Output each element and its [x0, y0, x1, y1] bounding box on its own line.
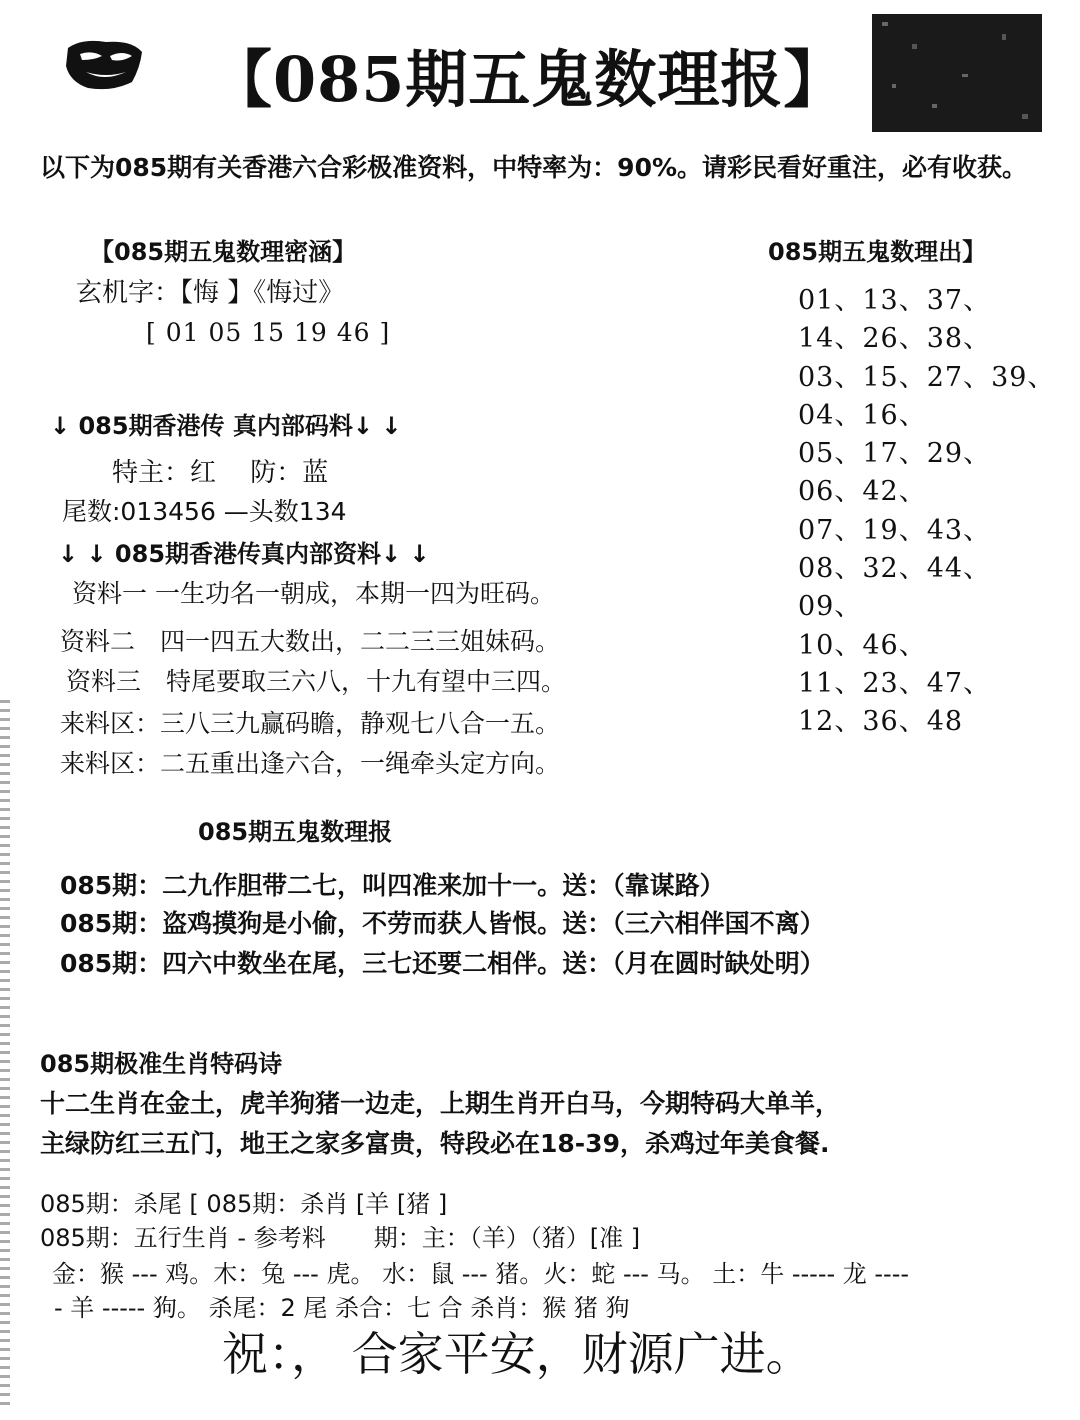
mystery-heading: 【085期五鬼数理密涵】 [90, 238, 357, 266]
five-elements-line: 085期：五行生肖 - 参考料 期：主：（羊）（猪）[准 ] [40, 1224, 641, 1252]
elements-mapping-line: 金：猴 --- 鸡。木：兔 --- 虎。 水：鼠 --- 猪。火：蛇 --- 马。 土：牛 ----- 龙 ---- [52, 1260, 910, 1288]
data-line-1: 资料一 一生功名一朝成，本期一四为旺码。 [72, 579, 555, 608]
page-title: 【085期五鬼数理报】 [210, 43, 847, 116]
blessing: 祝：， 合家平安，财源广进。 [222, 1327, 812, 1381]
number-row: 14、26、38、 [798, 323, 992, 355]
poem-heading: 085期极准生肖特码诗 [40, 1050, 283, 1078]
main-color: 特主：红 防：蓝 [112, 458, 329, 488]
kill-line: 085期：杀尾 [ 085期：杀肖 [羊 [猪 ] [40, 1190, 448, 1218]
qr-code-icon [872, 14, 1042, 132]
number-row: 05、17、29、 [798, 438, 992, 470]
number-row: 04、16、 [798, 399, 927, 431]
mystery-numbers: [ 01 05 15 19 46 ] [146, 318, 391, 347]
numbers-heading: 085期五鬼数理出】 [768, 238, 987, 266]
report-line-2: 085期：盗鸡摸狗是小偷，不劳而获人皆恨。送：（三六相伴国不离） [60, 909, 825, 938]
number-row: 10、46、 [798, 629, 927, 661]
tail-head-numbers: 尾数:013456 —头数134 [62, 497, 347, 526]
poem-line-1: 十二生肖在金土，虎羊狗猪一边走，上期生肖开白马，今期特码大单羊， [40, 1089, 841, 1118]
number-row: 08、32、44、 [798, 553, 992, 585]
mystery-line: 玄机字：【悔 】《悔过》 [76, 278, 345, 308]
poem-line-2: 主绿防红三五门，地王之家多富贵，特段必在18-39，杀鸡过年美食餐. [40, 1129, 830, 1158]
data-line-4: 来料区：三八三九赢码瞻，静观七八合一五。 [60, 709, 561, 738]
number-row: 12、36、48 [798, 706, 964, 738]
ghost-face-icon [62, 38, 146, 92]
number-row: 06、42、 [798, 476, 927, 508]
intro-text: 以下为085期有关香港六合彩极准资料，中特率为：90%。请彩民看好重注，必有收获。 [40, 153, 1028, 182]
report-line-3: 085期：四六中数坐在尾，三七还要二相伴。送：（月在圆时缺处明） [60, 949, 825, 978]
report-line-1: 085期：二九作胆带二七，叫四准来加十一。送：（靠谋路） [60, 871, 725, 900]
number-row: 09、 [798, 591, 863, 623]
report-heading: 085期五鬼数理报 [198, 818, 393, 846]
scan-edge [0, 700, 10, 1410]
number-row: 11、23、47、 [798, 667, 992, 699]
data-line-2: 资料二 四一四五大数出，二二三三姐妹码。 [60, 627, 561, 656]
data-line-3: 资料三 特尾要取三六八，十九有望中三四。 [66, 667, 567, 696]
kill-summary-line: - 羊 ----- 狗。 杀尾：2 尾 杀合：七 合 杀肖：猴 猪 狗 [54, 1294, 630, 1322]
number-row: 03、15、27、39、 [798, 361, 1056, 393]
inside-data-heading: ↓ ↓ 085期香港传真内部资料↓ ↓ [58, 540, 430, 568]
inside-heading: ↓ 085期香港传 真内部码料↓ ↓ [50, 412, 402, 440]
number-row: 07、19、43、 [798, 514, 992, 546]
number-row: 01、13、37、 [798, 285, 992, 316]
numbers-list [798, 282, 1055, 742]
data-line-5: 来料区：二五重出逢六合，一绳牵头定方向。 [60, 749, 561, 778]
